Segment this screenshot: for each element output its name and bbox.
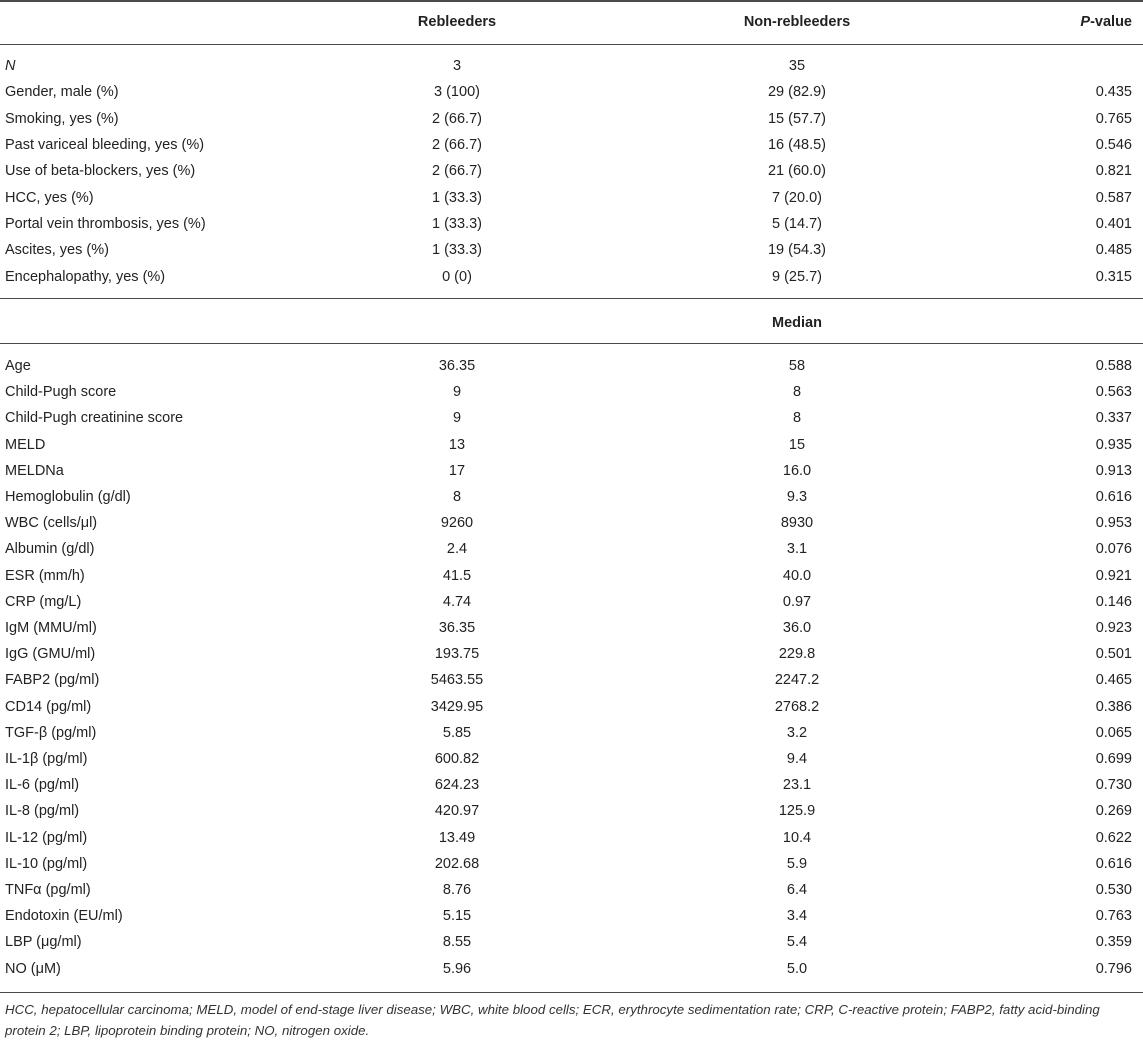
table-row bbox=[0, 798, 1143, 824]
non-rebleeders-value: 229.8 bbox=[778, 646, 816, 663]
p-value: 0.501 bbox=[1095, 646, 1132, 663]
p-value: 0.337 bbox=[1095, 410, 1132, 427]
table-row bbox=[0, 851, 1143, 877]
table-row bbox=[0, 405, 1143, 431]
row-label: Child-Pugh creatinine score bbox=[5, 410, 184, 427]
non-rebleeders-value: 3.2 bbox=[786, 724, 808, 741]
row-label: NO (μM) bbox=[5, 960, 61, 977]
table-row bbox=[0, 106, 1143, 132]
p-value: 0.821 bbox=[1095, 163, 1132, 180]
row-label: Endotoxin (EU/ml) bbox=[5, 908, 123, 925]
table-header-row bbox=[0, 9, 1143, 35]
table-row bbox=[0, 158, 1143, 184]
non-rebleeders-value: 3.4 bbox=[786, 908, 808, 925]
p-value: 0.622 bbox=[1095, 829, 1132, 846]
non-rebleeders-value: 15 bbox=[788, 436, 806, 453]
p-value: 0.563 bbox=[1095, 384, 1132, 401]
rebleeders-value: 41.5 bbox=[442, 567, 472, 584]
row-label: IL-10 (pg/ml) bbox=[5, 855, 88, 872]
table-row bbox=[0, 641, 1143, 667]
median-rule bbox=[0, 343, 1143, 344]
header-rebleeders: Rebleeders bbox=[417, 14, 497, 30]
row-label: MELDNa bbox=[5, 462, 64, 479]
p-value: 0.465 bbox=[1095, 672, 1132, 689]
table-row bbox=[0, 237, 1143, 263]
table-row bbox=[0, 694, 1143, 720]
non-rebleeders-value: 8 bbox=[792, 384, 802, 401]
rebleeders-value: 5463.55 bbox=[430, 672, 484, 689]
table-row bbox=[0, 132, 1143, 158]
rebleeders-value: 13 bbox=[448, 436, 466, 453]
rebleeders-value: 36.35 bbox=[438, 620, 476, 636]
top-rule bbox=[0, 0, 1143, 2]
non-rebleeders-value: 9 (25.7) bbox=[772, 268, 822, 285]
row-label: TNFα (pg/ml) bbox=[5, 882, 91, 898]
p-value: 0.913 bbox=[1095, 462, 1132, 479]
non-rebleeders-value: 125.9 bbox=[778, 803, 816, 820]
non-rebleeders-value: 9.4 bbox=[786, 751, 808, 767]
table-row bbox=[0, 510, 1143, 536]
p-value: 0.953 bbox=[1095, 515, 1132, 532]
rebleeders-value: 2 (66.7) bbox=[432, 137, 482, 154]
row-label: Gender, male (%) bbox=[5, 84, 119, 101]
non-rebleeders-value: 19 (54.3) bbox=[767, 242, 827, 259]
p-value: 0.921 bbox=[1095, 567, 1132, 584]
row-label: FABP2 (pg/ml) bbox=[5, 672, 100, 689]
non-rebleeders-value: 8 bbox=[792, 410, 802, 427]
rebleeders-value: 1 (33.3) bbox=[432, 216, 482, 233]
p-value: 0.359 bbox=[1095, 934, 1132, 951]
non-rebleeders-value: 2247.2 bbox=[774, 672, 820, 689]
rebleeders-value: 2.4 bbox=[446, 541, 468, 558]
rebleeders-value: 9 bbox=[452, 410, 462, 427]
rebleeders-value: 2 (66.7) bbox=[432, 163, 482, 180]
row-label: HCC, yes (%) bbox=[5, 189, 94, 206]
rebleeders-value: 8 bbox=[452, 489, 462, 505]
p-value: 0.935 bbox=[1095, 436, 1132, 453]
header-p-suffix: -value bbox=[1090, 14, 1132, 30]
rebleeders-value: 1 (33.3) bbox=[432, 242, 482, 259]
rebleeders-value: 3 bbox=[452, 58, 462, 74]
non-rebleeders-value: 5.4 bbox=[786, 934, 808, 951]
rebleeders-value: 8.55 bbox=[442, 934, 472, 951]
non-rebleeders-value: 8930 bbox=[780, 515, 814, 532]
rebleeders-value: 8.76 bbox=[442, 882, 472, 898]
table-row bbox=[0, 536, 1143, 562]
rebleeders-value: 17 bbox=[448, 462, 466, 479]
rebleeders-value: 202.68 bbox=[434, 855, 480, 872]
table-row bbox=[0, 746, 1143, 772]
p-value: 0.765 bbox=[1095, 110, 1132, 127]
table-row bbox=[0, 615, 1143, 641]
header-rule bbox=[0, 44, 1143, 45]
table-row bbox=[0, 589, 1143, 615]
p-value: 0.315 bbox=[1095, 268, 1132, 285]
row-label: Portal vein thrombosis, yes (%) bbox=[5, 216, 206, 233]
p-value: 0.065 bbox=[1095, 724, 1132, 741]
non-rebleeders-value: 5 (14.7) bbox=[772, 216, 822, 233]
table-row bbox=[0, 353, 1143, 379]
median-subheader: Median bbox=[772, 315, 822, 331]
non-rebleeders-value: 7 (20.0) bbox=[772, 189, 822, 206]
row-label: IL-1β (pg/ml) bbox=[5, 751, 88, 767]
header-p-letter: P bbox=[1080, 14, 1091, 30]
non-rebleeders-value: 10.4 bbox=[782, 829, 812, 846]
p-value: 0.386 bbox=[1095, 698, 1132, 715]
row-label: Smoking, yes (%) bbox=[5, 110, 119, 127]
rebleeders-value: 3429.95 bbox=[430, 698, 484, 715]
rebleeders-value: 9 bbox=[452, 384, 462, 401]
row-label: WBC (cells/μl) bbox=[5, 515, 98, 532]
non-rebleeders-value: 0.97 bbox=[782, 593, 812, 610]
rebleeders-value: 5.85 bbox=[442, 724, 472, 741]
header-non-rebleeders: Non-rebleeders bbox=[743, 14, 851, 30]
table-row bbox=[0, 929, 1143, 955]
non-rebleeders-value: 21 (60.0) bbox=[767, 163, 827, 180]
table-row bbox=[0, 458, 1143, 484]
row-label: Use of beta-blockers, yes (%) bbox=[5, 163, 196, 180]
row-label: ESR (mm/h) bbox=[5, 567, 85, 584]
p-value: 0.485 bbox=[1095, 242, 1132, 259]
p-value: 0.616 bbox=[1095, 855, 1132, 872]
bottom-rule bbox=[0, 992, 1143, 993]
rebleeders-value: 0 (0) bbox=[442, 268, 472, 285]
p-value: 0.763 bbox=[1095, 908, 1132, 925]
table-footnote: HCC, hepatocellular carcinoma; MELD, model of end-stage liver disease; WBC, white blood cells; ECR, erythrocyte sedimentation rate; CRP, C-reactive protein; FABP2, fatty acid-binding protein 2; LBP, lipoprotein binding protein; NO, nitrogen oxide. bbox=[5, 1002, 1100, 1038]
rebleeders-value: 193.75 bbox=[434, 646, 480, 663]
rebleeders-value: 5.15 bbox=[442, 908, 472, 925]
row-label: LBP (μg/ml) bbox=[5, 934, 82, 951]
table-row bbox=[0, 772, 1143, 798]
rebleeders-value: 2 (66.7) bbox=[432, 110, 482, 127]
non-rebleeders-value: 9.3 bbox=[786, 489, 808, 505]
rebleeders-value: 13.49 bbox=[438, 829, 476, 846]
table-row bbox=[0, 432, 1143, 458]
non-rebleeders-value: 15 (57.7) bbox=[767, 110, 827, 127]
p-value: 0.546 bbox=[1095, 137, 1132, 154]
row-label: Age bbox=[5, 358, 31, 374]
row-label: CRP (mg/L) bbox=[5, 593, 82, 610]
table-row bbox=[0, 877, 1143, 903]
p-value: 0.530 bbox=[1095, 882, 1132, 898]
non-rebleeders-value: 2768.2 bbox=[774, 698, 820, 715]
table-row bbox=[0, 667, 1143, 693]
row-label: Ascites, yes (%) bbox=[5, 242, 109, 259]
non-rebleeders-value: 23.1 bbox=[782, 777, 812, 794]
table-row bbox=[0, 53, 1143, 79]
non-rebleeders-value: 5.9 bbox=[786, 855, 808, 872]
row-label: Past variceal bleeding, yes (%) bbox=[5, 137, 205, 154]
p-value: 0.588 bbox=[1095, 358, 1132, 374]
table-row bbox=[0, 264, 1143, 290]
p-value: 0.923 bbox=[1095, 620, 1132, 636]
table-row bbox=[0, 956, 1143, 982]
p-value: 0.269 bbox=[1095, 803, 1132, 820]
non-rebleeders-value: 36.0 bbox=[782, 620, 812, 636]
row-label: IL-8 (pg/ml) bbox=[5, 803, 80, 820]
table-row bbox=[0, 484, 1143, 510]
non-rebleeders-value: 29 (82.9) bbox=[767, 84, 827, 101]
non-rebleeders-value: 6.4 bbox=[786, 882, 808, 898]
non-rebleeders-value: 40.0 bbox=[782, 567, 812, 584]
row-label: Hemoglobulin (g/dl) bbox=[5, 489, 131, 505]
p-value: 0.146 bbox=[1095, 593, 1132, 610]
non-rebleeders-value: 58 bbox=[788, 358, 806, 374]
rebleeders-value: 624.23 bbox=[434, 777, 480, 794]
p-value: 0.796 bbox=[1095, 960, 1132, 977]
table-row bbox=[0, 211, 1143, 237]
rebleeders-value: 600.82 bbox=[434, 751, 480, 767]
rebleeders-value: 1 (33.3) bbox=[432, 189, 482, 206]
table-row bbox=[0, 379, 1143, 405]
p-value: 0.401 bbox=[1095, 216, 1132, 233]
row-label: Albumin (g/dl) bbox=[5, 541, 95, 558]
p-value: 0.730 bbox=[1095, 777, 1132, 794]
row-label: IL-12 (pg/ml) bbox=[5, 829, 88, 846]
rebleeders-value: 420.97 bbox=[434, 803, 480, 820]
rebleeders-value: 4.74 bbox=[442, 593, 472, 610]
table-row bbox=[0, 720, 1143, 746]
p-value: 0.699 bbox=[1095, 751, 1132, 767]
non-rebleeders-value: 5.0 bbox=[786, 960, 808, 977]
median-subheader-row bbox=[0, 310, 1143, 336]
row-label: Encephalopathy, yes (%) bbox=[5, 268, 166, 285]
row-label: Child-Pugh score bbox=[5, 384, 117, 401]
rebleeders-value: 5.96 bbox=[442, 960, 472, 977]
table-row bbox=[0, 825, 1143, 851]
non-rebleeders-value: 16.0 bbox=[782, 462, 812, 479]
section-divider-rule bbox=[0, 298, 1143, 299]
rebleeders-value: 3 (100) bbox=[434, 84, 480, 101]
row-label: IL-6 (pg/ml) bbox=[5, 777, 80, 794]
row-label: N bbox=[5, 58, 16, 74]
non-rebleeders-value: 3.1 bbox=[786, 541, 808, 558]
table-row bbox=[0, 563, 1143, 589]
row-label: MELD bbox=[5, 436, 46, 453]
table-row bbox=[0, 79, 1143, 105]
row-label: TGF-β (pg/ml) bbox=[5, 724, 97, 741]
row-label: IgG (GMU/ml) bbox=[5, 646, 96, 663]
table-row bbox=[0, 185, 1143, 211]
table-row bbox=[0, 903, 1143, 929]
non-rebleeders-value: 35 bbox=[788, 58, 806, 74]
p-value: 0.616 bbox=[1095, 489, 1132, 505]
p-value: 0.587 bbox=[1095, 189, 1132, 206]
row-label: CD14 (pg/ml) bbox=[5, 698, 92, 715]
non-rebleeders-value: 16 (48.5) bbox=[767, 137, 827, 154]
rebleeders-value: 9260 bbox=[440, 515, 474, 532]
p-value: 0.435 bbox=[1095, 84, 1132, 101]
row-label: IgM (MMU/ml) bbox=[5, 620, 97, 636]
p-value: 0.076 bbox=[1095, 541, 1132, 558]
rebleeders-value: 36.35 bbox=[438, 358, 476, 374]
header-p-value bbox=[1080, 9, 1132, 35]
